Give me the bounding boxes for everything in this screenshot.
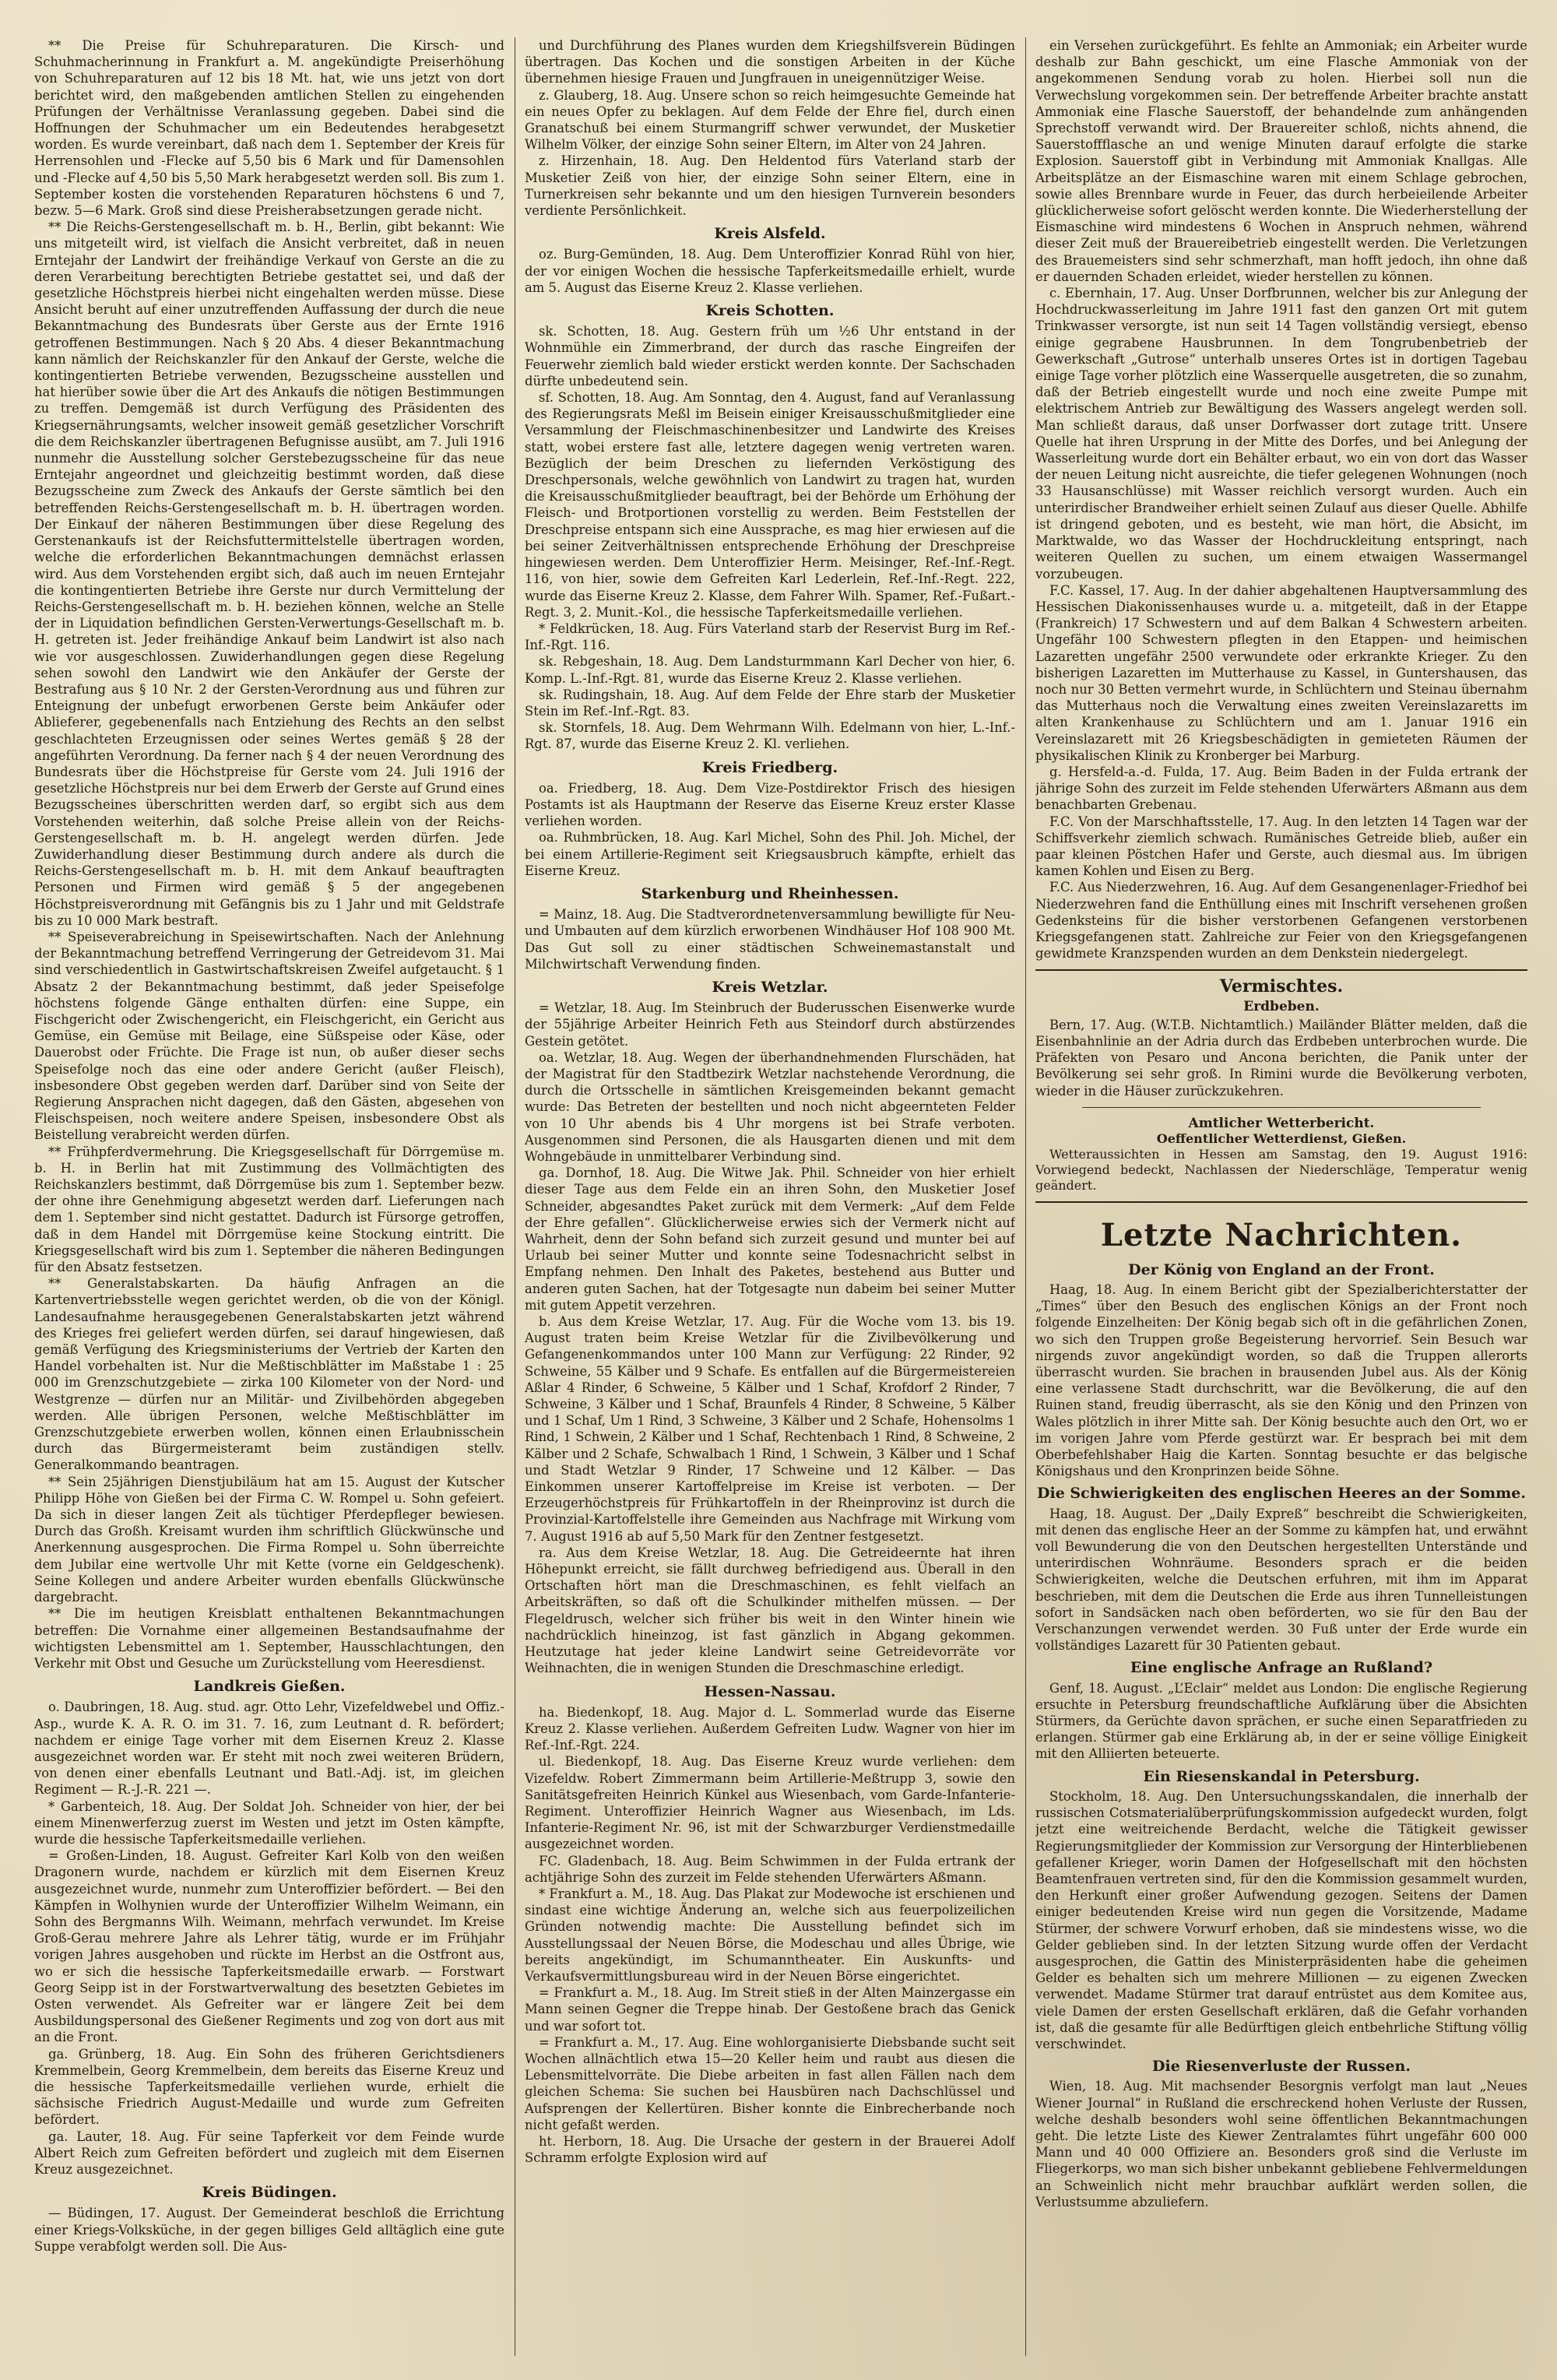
article-paragraph: g. Hersfeld-a.-d. Fulda, 17. Aug. Beim Baden in der Fulda ertrank der jährige Sohn des zurzeit im Felde stehenden Uferwärters Aßmann aus dem benachbarten Grebenau. xyxy=(1035,764,1527,813)
erdbeben-heading: Erdbeben. xyxy=(1243,998,1320,1014)
article-paragraph: ga. Grünberg, 18. Aug. Ein Sohn des früheren Gerichtsdieners Kremmelbein, Georg Kremmelbein, dem bereits das Eiserne Kreuz und die hessische Tapferkeitsmedaille verliehen wurde, erhielt die sächsische Friedrich August-Medaille und wurde zum Gefreiten befördert. xyxy=(34,2046,504,2128)
article-paragraph: = Frankfurt a. M., 18. Aug. Im Streit stieß in der Alten Mainzergasse ein Mann seinen Gegner die Treppe hinab. Der Gestoßene brach das Genick und war sofort tot. xyxy=(525,1985,1015,2034)
last-news-divider xyxy=(1035,1201,1527,1203)
news-headline: Die Riesenverluste der Russen. xyxy=(1152,2058,1411,2076)
article-paragraph: — Büdingen, 17. August. Der Gemeinderat beschloß die Errichtung einer Kriegs-Volksküche, in der gegen billiges Geld alltäglich eine gute Suppe verabfolgt werden soll. Die Aus- xyxy=(34,2206,504,2254)
column-3-articles xyxy=(1035,37,1527,961)
article-paragraph: ** Die Reichs-Gerstengesellschaft m. b. H., Berlin, gibt bekannt: Wie uns mitgeteilt wird, ist vielfach die Ansicht verbreitet, daß in neuen Erntejahr der Landwirt der freihändige Verkauf von Gerste an die zu deren Verarbeitung berechtigten Betriebe gestattet sei, und daß der gesetzliche Höchstpreis hierbei nicht eingehalten werden müsse. Diese Ansicht beruht auf einer unzutreffenden Auffassung der durch die neue Bekanntmachung des Bundesrats über Gerste aus der Ernte 1916 getroffenen Bestimmungen. Nach § 20 Abs. 4 dieser Bekanntmachung kann nämlich der Reichskanzler für den Ankauf der Gerste, welche die kontingentierten Betriebe verwenden, Bezugsscheine ausstellen und hat hierüber sowie über die Art des Ankaufs die nötigen Bestimmungen zu treffen. Demgemäß ist durch Verfügung des Präsidenten des Kriegsernährungsamts, welcher insoweit gemäß gesetzlicher Vorschrift die dem Reichskanzler übertragenen Befugnisse ausübt, am 7. Juli 1916 nunmehr die Ausstellung solcher Gerstebezugsscheine für das neue Erntejahr angeordnet und gleichzeitig bestimmt worden, daß diese Bezugsscheine zum Zweck des Ankaufs der Gerste sämtlich bei den betreffenden Reichs-Gerstengesellschaft m. b. H. übertragen worden. Der Einkauf der näheren Bestimmungen über diese Regelung des Gerstenankaufs ist der Reichsfuttermittelstelle übertragen worden, welche die erforderlichen Bekanntmachungen demnächst erlassen wird. Aus dem Vorstehenden ergibt sich, daß auch im neuen Erntejahr die kontingentierten Betriebe ihre Gerste nur durch Vermittelung der Reichs-Gerstengesellschaft m. b. H. beziehen können, welche an Stelle der in Liquidation befindlichen Gersten-Verwertungs-Gesellschaft m. b. H. getreten ist. Jeder freihändige Ankauf beim Landwirt ist also nach wie vor ausgeschlossen. Zuwiderhandlungen gegen diese Regelung sehen sowohl den Landwirt wie den Ankäufer der Gerste der Bestrafung aus § 10 Nr. 2 der Gersten-Verordnung aus und führen zur Enteignung der unbefugt erworbenen Gerste beim Ankäufer oder Ablieferer, gegebenenfalls nach Entziehung des Rechts an den selbst geschlachteten Erzeugnissen oder seines Wertes gemäß § 28 der angeführten Verordnung. Da ferner nach § 4 der neuen Verordnung des Bundesrats über die Höchstpreise für Gerste vom 24. Juli 1916 der gesetzliche Höchstpreis nur bei dem Erwerb der Gerste auf Grund eines Bezugsscheines überschritten werden darf, so ergibt sich aus dem Vorstehenden weiterhin, daß solche Preise allein von der Reichs-Gerstengesellschaft m. b. H. angelegt werden dürfen. Jede Zuwiderhandlung dieser Bestimmung durch andere als durch die Reichs-Gerstengesellschaft m. b. H. mit dem Ankauf beauftragten Personen und Firmen wird gemäß § 5 der angegebenen Höchstpreisverordnung mit Gefängnis bis zu 1 Jahr und mit Geldstrafe bis zu 10 000 Mark bestraft. xyxy=(34,220,504,928)
weather-title: Amtlicher Wetterbericht. xyxy=(1188,1115,1375,1131)
article-paragraph: = Wetzlar, 18. Aug. Im Steinbruch der Buderusschen Eisenwerke wurde der 55jährige Arbeiter Heinrich Feth aus Steindorf durch abstürzendes Gestein getötet. xyxy=(525,1000,1015,1049)
weather-report xyxy=(1035,1116,1527,1194)
article-paragraph: oa. Friedberg, 18. Aug. Dem Vize-Postdirektor Frisch des hiesigen Postamts ist als Hauptmann der Reserve das Eiserne Kreuz erster Klasse verliehen worden. xyxy=(525,780,1015,829)
article-paragraph: * Garbenteich, 18. Aug. Der Soldat Joh. Schneider von hier, der bei einem Minenwerferzug zuerst im Westen und jetzt im Osten kämpfte, wurde die hessische Tapferkeitsmedaille verliehen. xyxy=(34,1798,504,1847)
section-heading: Kreis Schotten. xyxy=(705,302,835,320)
weather-subtitle: Oeffentlicher Wetterdienst, Gießen. xyxy=(1156,1130,1407,1146)
weather-divider xyxy=(1082,1107,1481,1108)
article-paragraph: = Frankfurt a. M., 17. Aug. Eine wohlorganisierte Diebsbande sucht seit Wochen allnächtlich etwa 15—20 Keller heim und raubt aus diesen die Lebensmittelvorräte. Die Diebe arbeiten in fast allen Fällen nach dem gleichen Schema: Sie suchen bei Hausbüren nach Dachschlüssel und Aufsprengen der Kellertüren. Bisher konnte die Einbrecherbande noch nicht gefaßt werden. xyxy=(525,2034,1015,2132)
article-paragraph: ** Speiseverabreichung in Speisewirtschaften. Nach der Anlehnung der Bekanntmachung betreffend Verringerung der Getreidevom 31. Mai sind verschiedentlich in Gastwirtschaftskreisen Zweifel aufgetaucht. § 1 Absatz 2 der Bekanntmachung bestimmt, daß jeder Speisefolge höchstens folgende Gänge enthalten dürfen: eine Suppe, ein Fischgericht oder Zwischengericht, ein Fleischgericht, ein Gericht aus Gemüse, ein Gemüse mit Beilage, eine Süßspeise oder Käse, oder Dauerobst oder Früchte. Die Frage ist nun, ob außer dieser sechs Speisefolge noch das eine oder andere Gericht (außer Fleisch), insbesondere Obst gegeben werden darf. Darüber sind von Seite der Regierung Ansprachen nicht dagegen, daß den Gästen, abgesehen von Fleischspeisen, noch weitere andere Speisen, insbesondere Obst als Beistellung verabreicht werden dürfen. xyxy=(34,929,504,1143)
article-paragraph: ra. Aus dem Kreise Wetzlar, 18. Aug. Die Getreideernte hat ihren Höhepunkt erreicht, sie fällt durchweg befriedigend aus. Überall in den Ortschaften hört man die Dreschmaschinen, es fehlt vielfach an Arbeitskräften, so daß oft die Schulkinder mithelfen müssen. — Der Flegeldrusch, welcher sich früher bis weit in den Winter hinein wie nachdrücklich hineinzog, ist fast gänzlich in Abgang gekommen. Heutzutage hat jeder kleine Landwirt seine Getreidevorräte vor Weihnachten, die in wenigen Stunden die Dreschmaschine erledigt. xyxy=(525,1545,1015,1676)
article-paragraph: oa. Ruhmbrücken, 18. Aug. Karl Michel, Sohn des Phil. Joh. Michel, der bei einem Artillerie-Regiment seit Kriegsausbruch kämpfte, erhielt das Eiserne Kreuz. xyxy=(525,830,1015,878)
article-paragraph: sk. Schotten, 18. Aug. Gestern früh um ½6 Uhr entstand in der Wohnmühle ein Zimmerbrand, der durch das rasche Eingreifen der Feuerwehr ziemlich bald wieder erstickt werden konnte. Der Sachschaden dürfte unbedeutend sein. xyxy=(525,324,1015,388)
section-heading: Kreis Friedberg. xyxy=(701,758,838,776)
article-paragraph: F.C. Kassel, 17. Aug. In der dahier abgehaltenen Hauptversammlung des Hessischen Diakonissenhauses wurde u. a. mitgeteilt, daß in der Etappe (Frankreich) 17 Schwestern und auf dem Balkan 4 Schwestern arbeiten. Ungefähr 100 Schwestern pflegten in den Etappen- und heimischen Lazaretten ungefähr 2500 verwundete oder erkrankte Krieger. Zu den bisherigen Lazaretten im Mutterhause zu Kassel, in Guntershausen, das noch nur 30 Betten vermehrt wurde, in Schlüchtern und Steinau übernahm das Mutterhaus noch die Verwaltung eines zweiten Vereinslazaretts im alten Krankenhause zu Schlüchtern und am 1. Januar 1916 ein Vereinslazarett mit 26 Kriegsbeschädigten in gemieteten Räumen der physikalischen Klinik zu Kronberger bei Marburg. xyxy=(1035,582,1527,763)
article-paragraph: ** Die Preise für Schuhreparaturen. Die Kirsch- und Schuhmacherinnung in Frankfurt a. M. angekündigte Preiserhöhung von Schuhreparaturen auf 12 bis 18 Mt. hat, wie uns jetzt von dort berichtet wird, den maßgebenden amtlichen Stellen zu eingehenden Prüfungen der Verhältnisse Veranlassung gegeben. Dabei sind die Hoffnungen der Schuhmacher um ein Bedeutendes herabgesetzt worden. Es wurde vereinbart, daß nach dem 1. September der Kreis für Herrensohlen und -Flecke auf 5,50 bis 6 Mark und für Damensohlen und -Flecke auf 4,50 bis 5,50 Mark herabgesetzt werden soll. Bis zum 1. September kosten die vorstehenden Reparaturen höchstens 6 und 7, bezw. 5—6 Mark. Groß sind diese Preisherabsetzungen gerade nicht. xyxy=(34,38,504,219)
column-1 xyxy=(34,37,504,2356)
news-headline: Eine englische Anfrage an Rußland? xyxy=(1130,1659,1433,1677)
section-heading: Hessen-Nassau. xyxy=(704,1682,836,1700)
article-paragraph: z. Hirzenhain, 18. Aug. Den Heldentod fürs Vaterland starb der Musketier Zeiß von hier, der einzige Sohn seiner Eltern, eine in Turnerkreisen sehr bekannte und um den hiesigen Turnverein besonders verdiente Persönlichkeit. xyxy=(525,153,1015,219)
article-paragraph: b. Aus dem Kreise Wetzlar, 17. Aug. Für die Woche vom 13. bis 19. August traten beim Kreise Wetzlar für die Zivilbevölkerung und Gefangenenkommandos unter 100 Mann zur Verfügung: 22 Rinder, 92 Schweine, 55 Kälber und 9 Schafe. Es entfallen auf die Bürgermeistereien Aßlar 4 Rinder, 6 Schweine, 5 Kälber und 1 Schaf, Krofdorf 2 Rinder, 7 Schweine, 3 Kälber und 1 Schaf, Braunfels 4 Rinder, 8 Schweine, 5 Kälber und 1 Schaf, Um 1 Rind, 3 Schweine, 3 Kälber und 2 Schafe, Hohensolms 1 Rind, 1 Schwein, 2 Kälber und 1 Schaf, Rechtenbach 1 Rind, 8 Schweine, 2 Kälber und 2 Schafe, Schwalbach 1 Rind, 1 Schwein, 3 Kälber und 1 Schaf und Stadt Wetzlar 9 Rinder, 17 Schweine und 12 Kälber. — Das Einkommen unserer Kartoffelpreise im Kreise ist verboten. — Der Erzeugerhöchstpreis für Frühkartoffeln in der Rheinprovinz ist durch die Provinzial-Kartoffelstelle ihre Gemeinden aus Nachfrage mit Wirkung vom 7. August 1916 ab auf 5,50 Mark für den Zentner festgesetzt. xyxy=(525,1314,1015,1544)
article-paragraph: ** Frühpferdvermehrung. Die Kriegsgesellschaft für Dörrgemüse m. b. H. in Berlin hat mit Zustimmung des Vollmächtigten des Reichskanzlers bestimmt, daß Dörrgemüse bis zum 1. September bezw. der ohne ihre Genehmigung abgesetzt werden darf. Lieferungen nach dem 1. September sind nicht gestattet. Dadurch ist Fürsorge getroffen, daß in dem Handel mit Dörrgemüse keine Stockung eintritt. Die Kriegsgesellschaft wird bis zum 1. September die näheren Bedingungen für den Absatz festsetzen. xyxy=(34,1144,504,1275)
last-news-heading: Letzte Nachrichten. xyxy=(1100,1216,1463,1253)
newspaper-page xyxy=(34,37,1527,2356)
news-headline: Ein Riesenskandal in Petersburg. xyxy=(1143,1767,1420,1785)
article-paragraph: Genf, 18. August. „L’Eclair“ meldet aus London: Die englische Regierung ersuchte in Petersburg freundschaftliche Aufklärung über die Absichten Stürmers, da Gerüchte davon sprächen, er suche einen Separatfrieden zu erlangen. Stürmer gab eine Erklärung ab, in der er seine völlige Einigkeit mit den Alliierten beteuerte. xyxy=(1035,1680,1527,1762)
article-paragraph: ** Sein 25jährigen Dienstjubiläum hat am 15. August der Kutscher Philipp Höhe von Gießen bei der Firma C. W. Rompel u. Sohn gefeiert. Da sich in dieser langen Zeit als tüchtiger Pferdepfleger bewiesen. Durch das Großh. Kreisamt wurden ihm schriftlich Glückwünsche und Anerkennung ausgesprochen. Die Firma Rompel u. Sohn überreichte dem Jubilar eine wertvolle Uhr mit Kette (vorne ein Geldgeschenk). Seine Kollegen und andere Arbeiter wurden ebenfalls Glückwünsche dargebracht. xyxy=(34,1474,504,1605)
article-paragraph: Stockholm, 18. Aug. Den Untersuchungsskandalen, die innerhalb der russischen Cotsmaterialüberprüfungskommission aufgedeckt wurden, folgt jetzt eine weitreichende Berdacht, welche die Tätigkeit gewisser Regierungsmitglieder der Kommission zur Versorgung der Hinterbliebenen gefallener Krieger, worin Damen der Hofgesellschaft mit den höchsten Beamtenfrauen vertreten sind, für den die Kommission gesammelt wurden, den Herkunft einer großer Aufwendung gezogen. Seitens der Damen einiger bedeutenden Kreise wird nun gegen die Vorsitzende, Madame Stürmer, der schwere Vorwurf erhoben, daß sie mindestens wisse, wo die Gelder geblieben sind. In der letzten Sitzung wurde offen der Verdacht ausgesprochen, die Gattin des Ministerpräsidenten habe die geheimen Gelder es behalten sich um mehrere Millionen — zu eigenen Zwecken verwendet. Madame Stürmer trat darauf entrüstet aus dem Komitee aus, viele Damen der ersten Gesellschaft erklären, daß die Gefahr vorhanden ist, daß die gesamte für alle Bedürftigen gleich entbehrliche Stiftung völlig verschwindet. xyxy=(1035,1788,1527,2051)
article-paragraph: Haag, 18. August. Der „Daily Expreß“ beschreibt die Schwierigkeiten, mit denen das englische Heer an der Somme zu kämpfen hat, und erwähnt voll Bewunderung die von den Deutschen hergestellten Unterstände und unterirdischen Wohnräume. Besonders sprach er die beiden Schwierigkeiten, welche die Deutschen erfuhren, mit ihm im Apparat beschrieben, mit dem die Deutschen die Erde aus ihren Tunnelleistungen sofort in Sandsäcken nach oben beförderten, wo sie für den Bau der Verschanzungen verwendet werden. 30 Fuß unter der Erde wurde ein vollständiges Lazarett für 30 Patienten gebaut. xyxy=(1035,1506,1527,1654)
news-headline: Die Schwierigkeiten des englischen Heeres an der Somme. xyxy=(1037,1485,1526,1503)
article-paragraph: Haag, 18. Aug. In einem Bericht gibt der Spezialberichterstatter der „Times“ über den Besuch des englischen Königs an der Front noch folgende Einzelheiten: Der König begab sich oft in die gefährlichen Zonen, wo sich den Truppen große Begeisterung hervorrief. Sein Besuch war nirgends zuvor angekündigt worden, so daß die Truppen allerorts überrascht wurden. Sie brachen in brausenden Jubel aus. Als der König eine verlassene Stadt durchschritt, war die Bevölkerung, die auf den Ruinen stand, freudig überrascht, als sie den König und den Prinzen von Wales plötzlich in ihrer Mitte sah. Der König besuchte auch den Ort, wo er im vorigen Jahre vom Pferde gestürzt war. Er besprach bei mit dem Oberbefehlshaber Haig die Karten. Sonntag besuchte er das belgische Königshaus und den Kronprinzen beide Söhne. xyxy=(1035,1282,1527,1479)
article-paragraph: oz. Burg-Gemünden, 18. Aug. Dem Unteroffizier Konrad Rühl von hier, der vor einigen Wochen die hessische Tapferkeitsmedaille erhielt, wurde am 5. August das Eiserne Kreuz 2. Klasse verliehen. xyxy=(525,247,1015,295)
section-heading: Kreis Alsfeld. xyxy=(714,225,826,243)
article-paragraph: F.C. Von der Marschhaftsstelle, 17. Aug. In den letzten 14 Tagen war der Schiffsverkehr ziemlich schwach. Rumänisches Getreide blieb, außer ein paar kleinen Pöstchen Hafer und Gerste, auch diesmal aus. Im übrigen kamen Kohlen und Eisen zu Berg. xyxy=(1035,814,1527,879)
article-paragraph: Wien, 18. Aug. Mit machsender Besorgnis verfolgt man laut „Neues Wiener Journal“ in Rußland die erschreckend hohen Verluste der Russen, welche deshalb besonders wohl seine öffentlichen Bekanntmachungen geht. Die letzte Liste des Kiewer Zentralamtes führt ungefähr 600 000 Mann und 40 000 Offiziere an. Besonders groß sind die Verluste im Fliegerkorps, wo man sich bisher unbekannt gebliebene Fehlvermeldungen an Schweinlich nicht mehr brauchbar aufklärt werden sollen, die Verlustsumme abzuliefern. xyxy=(1035,2079,1527,2209)
column-3 xyxy=(1035,37,1527,2356)
article-paragraph: sk. Rebgeshain, 18. Aug. Dem Landsturmmann Karl Decher von hier, 6. Komp. L.-Inf.-Rgt. 81, wurde das Eiserne Kreuz 2. Klasse verliehen. xyxy=(525,654,1015,686)
section-heading: Starkenburg und Rheinhessen. xyxy=(641,884,899,902)
article-paragraph: = Mainz, 18. Aug. Die Stadtverordnetenversammlung bewilligte für Neu- und Umbauten auf dem kürzlich erworbenen Windhäuser Hof 108 900 Mt. Das Gut soll zu einer städtischen Schweinemastanstalt und Milchwirtschaft Verwendung finden. xyxy=(525,907,1015,972)
column-rule-right xyxy=(1025,37,1026,2356)
section-heading: Kreis Wetzlar. xyxy=(712,978,828,996)
section-heading: Kreis Büdingen. xyxy=(202,2184,337,2202)
article-paragraph: oa. Wetzlar, 18. Aug. Wegen der überhandnehmenden Flurschäden, hat der Magistrat für den Stadtbezirk Wetzlar nachstehende Verordnung, die durch die Ortsschelle in sämtlichen Kreisgemeinden bekannt gemacht wurde: Das Betreten der bestellten und noch nicht abgeernteten Felder von 10 Uhr abends bis 4 Uhr morgens ist bei Strafe verboten. Ausgenommen sind Personen, die als Hausgarten dienen und mit dem Wohngebäude in unmittelbarer Verbindung sind. xyxy=(525,1049,1015,1164)
article-paragraph: ga. Dornhof, 18. Aug. Die Witwe Jak. Phil. Schneider von hier erhielt dieser Tage aus dem Felde ein an ihren Sohn, den Musketier Josef Schneider, abgesandtes Paket zurück mit dem Vermerk: „Auf dem Felde der Ehre gefallen“. Glücklicherweise erwies sich der Vermerk nicht auf Wahrheit, denn der Sohn befand sich zurzeit gesund und munter bei auf Urlaub bei seiner Mutter und konnte seine Todesnachricht selbst in Empfang nehmen. Den Inhalt des Paketes, bestehend aus Butter und anderen guten Sachen, hat der Totgesagte nun dabeim bei seiner Mutter mit gutem Appetit verzehren. xyxy=(525,1165,1015,1313)
article-paragraph: sk. Stornfels, 18. Aug. Dem Wehrmann Wilh. Edelmann von hier, L.-Inf.-Rgt. 87, wurde das Eiserne Kreuz 2. Kl. verliehen. xyxy=(525,720,1015,752)
weather-text: Wetteraussichten in Hessen am Samstag, den 19. August 1916: Vorwiegend bedeckt, Nachlassen der Niederschläge, Temperatur wenig geändert. xyxy=(1035,1146,1527,1193)
article-paragraph: * Frankfurt a. M., 18. Aug. Das Plakat zur Modewoche ist erschienen und sindast eine wichtige Änderung an, welche sich aus feuerpolizeilichen Gründen notwendig machte: Die Ausstellung befindet sich im Ausstellungssaal der Neuen Börse, die Modeschau und alles Übrige, wie bereits angekündigt, im Schumanntheater. Ein Auskunfts- und Verkaufsvermittlungsbureau wird in der Neuen Börse eingerichtet. xyxy=(525,1886,1015,1984)
article-paragraph: ein Versehen zurückgeführt. Es fehlte an Ammoniak; ein Arbeiter wurde deshalb zur Bahn geschickt, um eine Flasche Ammoniak von der angekommenen Sendung vorab zu holen. Hierbei soll nun die Verwechslung vorgekommen sein. Der betreffende Arbeiter brachte anstatt Ammoniak eine Flasche Sauerstoff, der behandelnde zum anhängenden Sprechstoff verwandt wird. Der Brauereiter schloß, nichts ahnend, die Sauerstoffflasche an und wenige Minuten darauf erfolgte die starke Explosion. Sauerstoff gibt in Verbindung mit Ammoniak Knallgas. Alle Arbeitsplätze an der Eismaschine waren mit einem Schlage gebrochen, sowie alles Brennbare wurde in Feuer, das durch herbeieilende Arbeiter glücklicherweise sofort gelöscht werden konnte. Die Wiederherstellung der Eismaschine wird mindestens 6 Wochen in Anspruch nehmen, während dieser Zeit muß der Brauereibetrieb eingestellt werden. Die Verletzungen des Brauemeisters sind sehr schmerzhaft, man hofft jedoch, ihn ohne daß er dauernden Schaden erleidet, wieder herstellen zu können. xyxy=(1035,38,1527,284)
article-paragraph: F.C. Aus Niederzwehren, 16. Aug. Auf dem Gesangenenlager-Friedhof bei Niederzwehren fand die Enthüllung eines mit Inschrift versehenen großen Gedenksteins für die bisher verstorbenen Gefangenen verstorbenen Kriegsgefangenen statt. Zahlreiche zur Feier von den Kriegsgefangenen gewidmete Kranzspenden wurden an dem Denkstein niedergelegt. xyxy=(1035,880,1527,961)
article-paragraph: * Feldkrücken, 18. Aug. Fürs Vaterland starb der Reservist Burg im Ref.-Inf.-Rgt. 116. xyxy=(525,620,1015,653)
section-divider xyxy=(1035,969,1527,971)
article-paragraph: und Durchführung des Planes wurden dem Kriegshilfsverein Büdingen übertragen. Das Kochen und die sonstigen Arbeiten in der Küche übernehmen hiesige Frauen und Jungfrauen in uneigennütziger Weise. xyxy=(525,38,1015,86)
article-paragraph: c. Ebernhain, 17. Aug. Unser Dorfbrunnen, welcher bis zur Anlegung der Hochdruckwasserleitung im Jahre 1911 fast den ganzen Ort mit gutem Trinkwasser versorgte, ist nun seit 14 Tagen vollständig versiegt, ebenso einige gegrabene Hausbrunnen. In dem Tongrubenbetrieb der Gewerkschaft „Gutrose“ unterhalb unseres Ortes ist in dortigen Tagebau einige Tage vorher plötzlich eine Wasserquelle ausgetreten, die so zunahm, daß der Betrieb eingestellt wurde und noch eine zweite Pumpe mit elektrischem Antrieb zur Bewältigung des Wassers angelegt werden soll. Man schließt daraus, daß unser Dorfwasser dort zutage tritt. Unsere Quelle hat ihren Ursprung in der Mitte des Dorfes, und bei Anlegung der Wasserleitung wurde dort ein Behälter erbaut, wo ein von dort das Wasser der neuen Leitung nicht ausreichte, die tiefer gelegenen Wohnungen (noch 33 Hausanschlüsse) mit Wasser reichlich versorgt wurden. Auch ein unterirdischer Brandweiher erhielt seinen Zulauf aus dieser Quelle. Abhilfe ist dringend geboten, und es besteht, wie man hört, die Absicht, im Marktwalde, wo das Wasser der Hochdruckleitung entspringt, nach weiteren Quellen zu suchen, um einem etwaigen Wassermangel vorzubeugen. xyxy=(1035,286,1527,582)
vermischtes-heading: Vermischtes. xyxy=(1219,976,1344,997)
article-paragraph: ul. Biedenkopf, 18. Aug. Das Eiserne Kreuz wurde verliehen: dem Vizefeldw. Robert Zimmermann beim Artillerie-Meßtrupp 3, sowie den Sanitätsgefreiten Heinrich Künkel aus Wiesenbach, vom Garde-Infanterie-Regiment. Unteroffizier Heinrich Wagner aus Wiesenbach, im Lds. Infanterie-Regiment Nr. 96, ist mit der Schwarzburger Verdienstmedaille ausgezeichnet worden. xyxy=(525,1754,1015,1852)
article-paragraph: ga. Lauter, 18. Aug. Für seine Tapferkeit vor dem Feinde wurde Albert Reich zum Gefreiten befördert und zugleich mit dem Eisernen Kreuz ausgezeichnet. xyxy=(34,2129,504,2177)
article-paragraph: sk. Rudingshain, 18. Aug. Auf dem Felde der Ehre starb der Musketier Stein im Ref.-Inf.-Rgt. 83. xyxy=(525,687,1015,719)
article-paragraph: z. Glauberg, 18. Aug. Unsere schon so reich heimgesuchte Gemeinde hat ein neues Opfer zu beklagen. Auf dem Felde der Ehre fiel, durch einen Granatschuß bei einem Sturmangriff schwer verwundet, der Musketier Wilhelm Völker, der einzige Sohn seiner Eltern, im Alter von 24 Jahren. xyxy=(525,87,1015,153)
article-paragraph: sf. Schotten, 18. Aug. Am Sonntag, den 4. August, fand auf Veranlassung des Regierungsrats Meßl im Beisein einiger Kreisausschußmitglieder eine Versammlung der Fleischmaschinenbesitzer und Landwirte des Kreises statt, wobei erstere fast alle, letztere dagegen wenig vertreten waren. Bezüglich der beim Dreschen zu liefernden Verköstigung des Dreschpersonals, welche gewöhnlich von Landwirt zu tragen hat, wurden die Kreisausschußmitglieder beauftragt, bei der Behörde um Erhöhung der Fleisch- und Brotportionen vorstellig zu werden. Beim Feststellen der Dreschpreise entspann sich eine Aussprache, es mag hier erwiesen auf die bei seiner Zeitverhältnissen entsprechende Erhöhung der Dreschpreise hingewiesen werden. Dem Unteroffizier Herm. Meisinger, Ref.-Inf.-Regt. 116, von hier, sowie dem Gefreiten Karl Lederlein, Ref.-Inf.-Regt. 222, wurde das Eiserne Kreuz 2. Klasse, dem Fahrer Wilh. Spamer, Ref.-Fußart.-Regt. 3, 2. Munit.-Kol., die hessische Tapferkeitsmedaille verliehen. xyxy=(525,390,1015,620)
article-paragraph: ha. Biedenkopf, 18. Aug. Major d. L. Sommerlad wurde das Eiserne Kreuz 2. Klasse verliehen. Außerdem Gefreiten Ludw. Wagner von hier im Ref.-Inf.-Rgt. 224. xyxy=(525,1704,1015,1753)
article-paragraph: FC. Gladenbach, 18. Aug. Beim Schwimmen in der Fulda ertrank der achtjährige Sohn des zurzeit im Felde stehenden Uferwärters Aßmann. xyxy=(525,1853,1015,1885)
last-news-articles xyxy=(1035,1262,1527,2210)
article-paragraph: ** Generalstabskarten. Da häufig Anfragen an die Kartenvertriebsstelle wegen gerichtet werden, ob die von der Königl. Landesaufnahme herausgegebenen Generalstabskarten jetzt während des Krieges frei geliefert werden dürfen, sei darauf hingewiesen, daß gemäß Verfügung des Kriegsministeriums der Vertrieb der Karten den Handel vorbehalten ist. Nur die Meßtischblätter im Maßstabe 1 : 25 000 im Grenzschutzgebiete — zirka 100 Kilometer von der Nord- und Westgrenze — dürfen nur an Militär- und Zivilbehörden abgegeben werden. Alle übrigen Personen, welche Meßtischblätter im Grenzschutzgebiete erwerben wollen, können einen Erlaubnisschein durch das Bürgermeisteramt beim zuständigen stellv. Generalkommando beantragen. xyxy=(34,1276,504,1473)
article-paragraph: ** Die im heutigen Kreisblatt enthaltenen Bekanntmachungen betreffen: Die Vornahme einer allgemeinen Bestandsaufnahme der wichtigsten Lebensmittel am 1. September, Hausschlachtungen, den Verkehr mit Obst und Gesuche um Zurückstellung vom Heeresdienst. xyxy=(34,1606,504,1671)
column-2 xyxy=(525,37,1015,2356)
news-headline: Der König von England an der Front. xyxy=(1128,1260,1435,1278)
article-paragraph: ht. Herborn, 18. Aug. Die Ursache der gestern in der Brauerei Adolf Schramm erfolgte Explosion wird auf xyxy=(525,2133,1015,2166)
section-heading: Landkreis Gießen. xyxy=(193,1678,346,1696)
article-paragraph: o. Daubringen, 18. Aug. stud. agr. Otto Lehr, Vizefeldwebel und Offiz.-Asp., wurde K. A. R. O. im 31. 7. 16, zum Leutnant d. R. befördert; nachdem er einige Tage vorher mit dem Eisernen Kreuz 2. Klasse ausgezeichnet worden war. Er steht mit noch zwei weiteren Brüdern, von denen einer ebenfalls Leutnant und Batl.-Adj. ist, im gleichen Regiment — R.-J.-R. 221 —. xyxy=(34,1700,504,1798)
erdbeben-article: Bern, 17. Aug. (W.T.B. Nichtamtlich.) Mailänder Blätter melden, daß die Eisenbahnlinie an der Adria durch das Erdbeben unterbrochen wurde. Die Präfekten von Pesaro und Ancona berichten, die Panik unter der Bevölkerung sei sehr groß. In Rimini wurde die Bevölkerung verboten, wieder in die Häuser zurückzukehren. xyxy=(1035,1017,1527,1099)
article-paragraph: = Großen-Linden, 18. August. Gefreiter Karl Kolb von den weißen Dragonern wurde, nachdem er kürzlich mit dem Eisernen Kreuz ausgezeichnet wurde, nunmehr zum Unteroffizier befördert. — Bei den Kämpfen in Wolhynien wurde der Unteroffizier Wilhelm Weimann, ein Sohn des Bergmanns Wilh. Weimann, mehrfach verwundet. Im Kreise Groß-Gerau mehrere Jahre als Lehrer tätig, wurde er im Frühjahr vorigen Jahres ausgehoben und rückte im Herbst an die Ostfront aus, wo er sich die hessische Tapferkeitsmedaille erwarb. — Forstwart Georg Seipp ist in der Forstwartverwaltung des besetzten Gebietes im Osten verwendet. Als Gefreiter war er längere Zeit bei dem Ausbildungspersonal des Gießener Regiments und zog von dort aus mit an die Front. xyxy=(34,1848,504,2045)
